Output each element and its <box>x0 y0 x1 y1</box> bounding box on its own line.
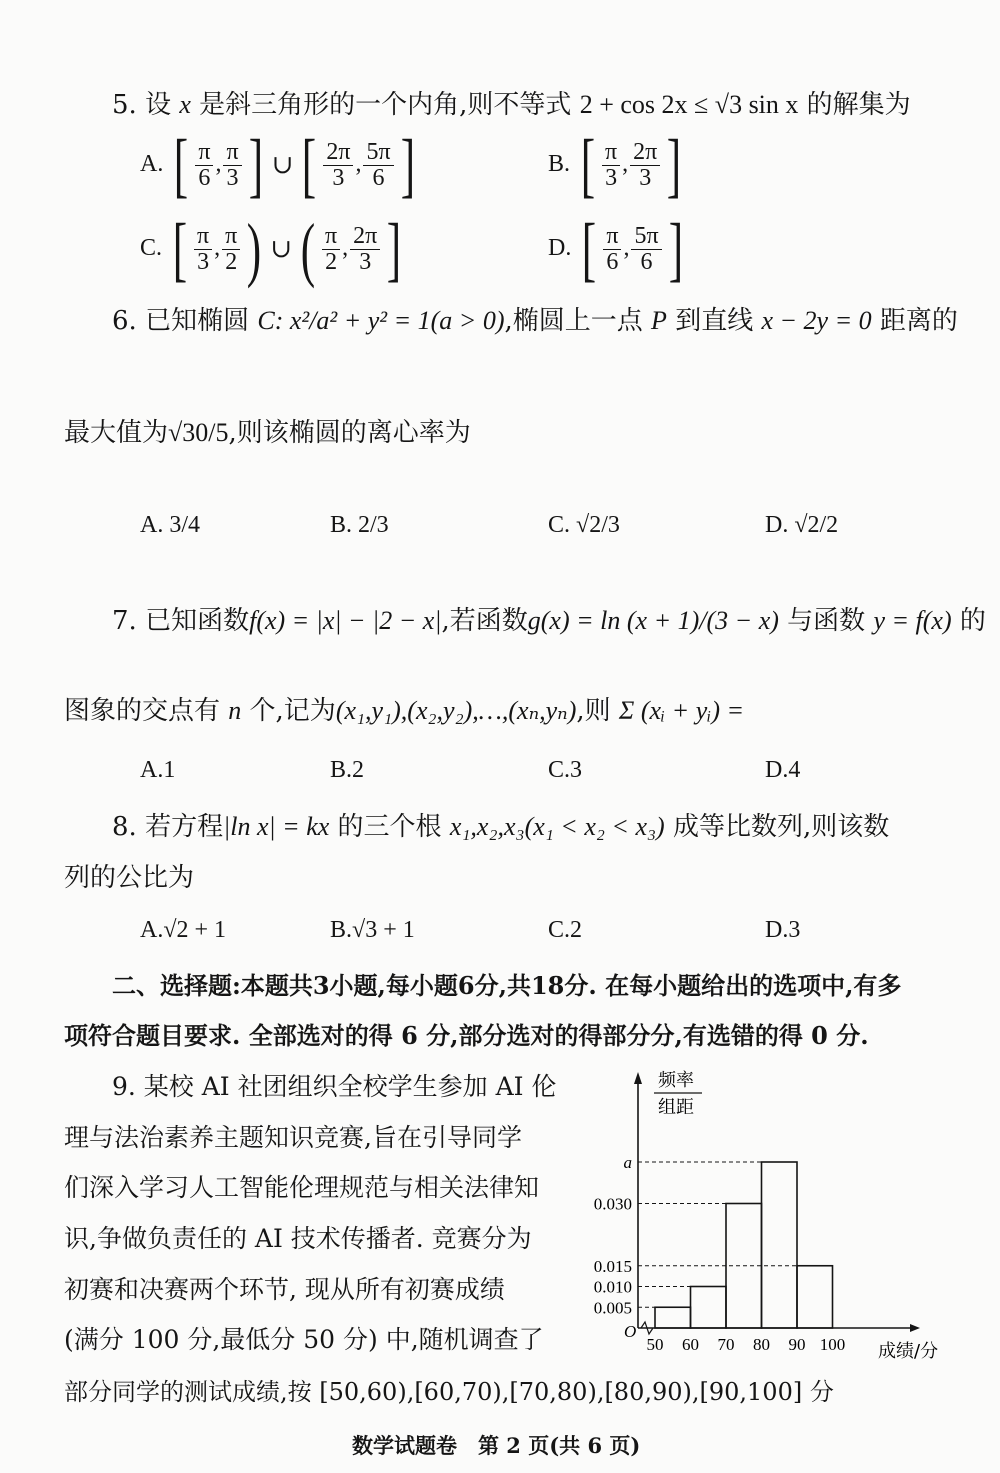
x-tick-label: 90 <box>788 1335 806 1354</box>
q7-option-c-label: C. <box>548 757 571 783</box>
q8-option-b-label: B. <box>330 917 353 943</box>
q7-stem-end: 的 <box>959 606 986 636</box>
q7-stem-pre: 已知函数 <box>145 606 250 636</box>
q8-option-b-text: √3 + 1 <box>352 917 415 943</box>
q5-option-d: D. [ $\frac{\pi}{6}$ , $\frac{5\pi}{6}$ ] <box>548 209 683 289</box>
q6-option-c-text: √2/3 <box>576 512 620 538</box>
q5-stem-post: 的解集为 <box>806 90 911 120</box>
q9-line4: 识,争做负责任的 AI 技术传播者. 竞赛分为 <box>64 1224 532 1253</box>
q7-stem-mid2: 与函数 <box>787 606 866 636</box>
y-label-numerator: 频率 <box>658 1070 694 1091</box>
q8-option-a <box>140 917 226 944</box>
q7-option-d-text: 4 <box>788 757 801 783</box>
q6-option-a <box>140 512 200 539</box>
q6-ellipse: C: x²/a² + y² = 1(a > 0) <box>257 306 505 335</box>
q7-option-b-label: B. <box>330 757 353 783</box>
page-footer: 数学试题卷 第 2 页(共 6 页) <box>352 1433 641 1458</box>
q8-option-c <box>548 917 582 944</box>
q8-equation: |ln x| = kx <box>223 812 330 841</box>
q7-n: n <box>228 696 242 725</box>
q9-line1: 9. 某校 AI 社团组织全校学生参加 AI 伦 <box>112 1072 557 1101</box>
q9-line5: 初赛和决赛两个环节, 现从所有初赛成绩 <box>64 1275 505 1304</box>
q6-line2-pre: 最大值为 <box>64 418 169 448</box>
q8-option-c-text: 2 <box>570 917 583 943</box>
q7-line2-mid2: ,则 <box>576 696 611 726</box>
q5-option-b-label: B. <box>548 150 571 177</box>
q7-f-def: f(x) = |x| − |2 − x| <box>249 606 442 635</box>
y-tick-label: 0.015 <box>593 1256 632 1276</box>
q6-stem-line2 <box>64 412 471 449</box>
histogram-bar <box>691 1287 727 1329</box>
q5-stem-pre: 设 <box>145 90 172 120</box>
q8-option-a-label: A. <box>140 917 164 943</box>
x-label: 成绩/分 <box>878 1341 939 1362</box>
q5-stem <box>112 84 911 121</box>
q7-stem-line2 <box>64 690 744 727</box>
q6-option-b-text: 2/3 <box>358 512 389 538</box>
q8-option-d-label: D. <box>765 917 789 943</box>
y-tick-label: 0.010 <box>593 1277 632 1297</box>
q5-var: x <box>179 90 191 119</box>
x-tick-label: 80 <box>753 1335 770 1354</box>
q5-option-a: A. [ $\frac{\pi}{6}$ , $\frac{\pi}{3}$ ] ∪ [ $\frac{2\pi}{3}$ , $\frac{5\pi}{6}$ ] <box>140 125 415 205</box>
x-tick-label: 50 <box>646 1335 664 1354</box>
x-tick-label: 60 <box>682 1335 699 1354</box>
q7-option-a <box>140 757 175 784</box>
q5-option-b: B. [ $\frac{\pi}{3}$ , $\frac{2\pi}{3}$ ] <box>548 125 682 205</box>
q9-line3: 们深入学习人工智能伦理规范与相关法律知 <box>64 1173 540 1202</box>
histogram-bar <box>655 1307 691 1328</box>
q5-option-c-label: C. <box>140 234 163 261</box>
q7-option-c-text: 3 <box>570 757 583 783</box>
q6-stem-pre: 已知椭圆 <box>145 306 250 336</box>
q6-option-c-label: C. <box>548 512 571 538</box>
q8-roots: x₁,x₂,x₃(x₁ < x₂ < x₃) <box>449 812 665 841</box>
y-tick-label: 0.030 <box>593 1194 632 1214</box>
q6-option-b <box>330 512 389 539</box>
y-axis-arrow <box>634 1072 642 1084</box>
x-tick-label: 100 <box>819 1335 846 1354</box>
y-tick-label: 0.005 <box>593 1298 632 1318</box>
histogram-bar <box>762 1162 798 1328</box>
q6-option-c <box>548 512 620 539</box>
histogram-bar <box>797 1266 833 1328</box>
q5-option-a-label: A. <box>140 150 164 177</box>
q8-option-d <box>765 917 800 944</box>
q7-line2-mid: 个,记为 <box>249 696 336 726</box>
q8-stem-mid: 的三个根 <box>337 812 442 842</box>
q7-line2-pre: 图象的交点有 <box>64 696 221 726</box>
q7-option-d-label: D. <box>765 757 789 783</box>
histogram <box>580 1060 960 1370</box>
q6-option-a-text: 3/4 <box>169 512 201 538</box>
q6-max-value: √30/5 <box>168 418 229 447</box>
origin-label: O <box>624 1322 637 1341</box>
q6-stem-end: 距离的 <box>879 306 958 336</box>
q8-stem-line2 <box>64 857 194 894</box>
x-tick-label: 70 <box>717 1335 735 1354</box>
q9-line7: 部分同学的测试成绩,按 [50,60),[60,70),[70,80),[80,90),[90,100] 分 <box>64 1378 834 1406</box>
q6-option-a-label: A. <box>140 512 164 538</box>
section2-line2: 项符合题目要求. 全部选对的得 6 分,部分选对的得部分分,有选错的得 0 分. <box>64 1021 869 1050</box>
q7-option-d <box>765 757 800 784</box>
q8-option-a-text: √2 + 1 <box>163 917 227 943</box>
q6-line-eq: x − 2y = 0 <box>761 306 872 335</box>
q9-line6: (满分 100 分,最低分 50 分) 中,随机调查了 <box>64 1325 544 1354</box>
section2-line1: 二、选择题:本题共3小题,每小题6分,共18分. 在每小题给出的选项中,有多 <box>112 971 902 1000</box>
q7-option-b <box>330 757 364 784</box>
q6-point: P <box>651 306 667 335</box>
q8-option-c-label: C. <box>548 917 571 943</box>
q7-option-c <box>548 757 582 784</box>
x-axis-arrow <box>910 1324 920 1332</box>
q7-sum-expr: Σ (xᵢ + yᵢ) = <box>618 696 745 725</box>
q5-option-d-label: D. <box>548 234 572 261</box>
q7-y-def: y = f(x) <box>873 606 952 635</box>
q6-option-d <box>765 512 838 539</box>
q8-option-b <box>330 917 415 944</box>
q6-line2-post: ,则该椭圆的离心率为 <box>228 418 471 448</box>
q8-stem-end: 成等比数列,则该数 <box>672 812 890 842</box>
q6-option-d-label: D. <box>765 512 789 538</box>
q7-option-b-text: 2 <box>352 757 365 783</box>
q5-stem-mid: 是斜三角形的一个内角,则不等式 <box>199 90 572 120</box>
y-label-denominator: 组距 <box>658 1097 694 1118</box>
q6-number: 6. <box>112 306 137 336</box>
y-tick-label: a <box>623 1153 632 1172</box>
q8-option-d-text: 3 <box>788 917 801 943</box>
q5-option-c: C. [ $\frac{\pi}{3}$ , $\frac{\pi}{2}$ ) ∪ ( $\frac{\pi}{2}$ , $\frac{2\pi}{3}$ ] <box>140 209 402 289</box>
q8-stem-pre: 若方程 <box>145 812 224 842</box>
q6-option-d-text: √2/2 <box>794 512 839 538</box>
q7-option-a-label: A. <box>140 757 164 783</box>
q8-number: 8. <box>112 812 137 842</box>
q6-option-b-label: B. <box>330 512 353 538</box>
q6-stem-mid2: 到直线 <box>675 306 754 336</box>
q8-line2: 列的公比为 <box>64 863 195 893</box>
q9-line2: 理与法治素养主题知识竞赛,旨在引导同学 <box>64 1123 522 1152</box>
q6-stem-line1 <box>112 300 958 337</box>
q8-stem-line1 <box>112 806 889 843</box>
q7-number: 7. <box>112 606 137 636</box>
q7-stem-mid: ,若函数 <box>441 606 528 636</box>
q7-stem-line1 <box>112 600 986 637</box>
q5-number: 5. <box>112 90 137 120</box>
q5-inequality: 2 + cos 2x ≤ √3 sin x <box>579 90 799 119</box>
q7-points: (x₁,y₁),(x₂,y₂),…,(xₙ,yₙ) <box>335 696 577 725</box>
q6-stem-mid: ,椭圆上一点 <box>504 306 643 336</box>
q7-g-def: g(x) = ln (x + 1)/(3 − x) <box>527 606 779 635</box>
q7-option-a-text: 1 <box>163 757 176 783</box>
